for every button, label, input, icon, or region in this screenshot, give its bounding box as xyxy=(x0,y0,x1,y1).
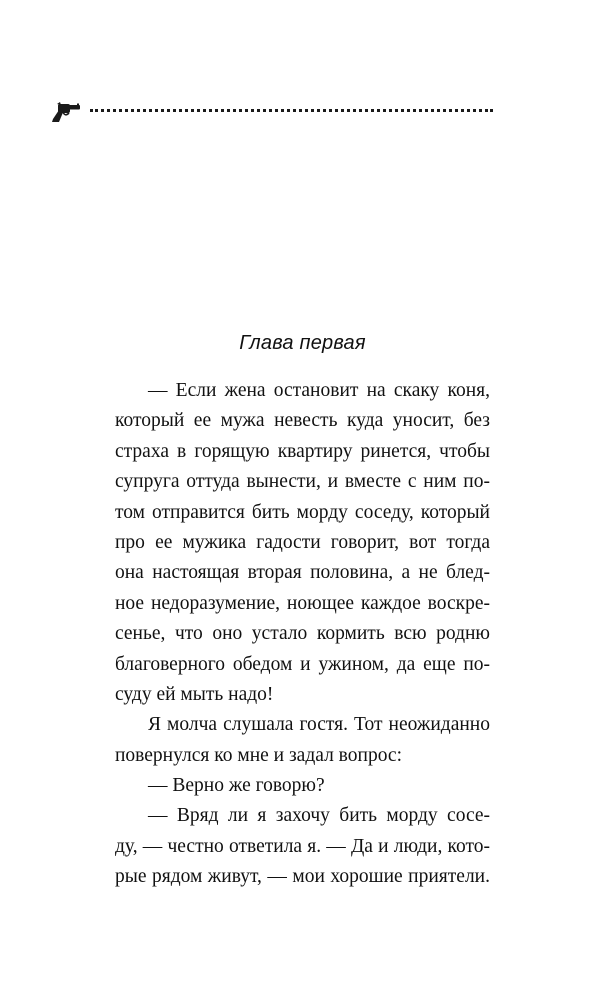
text-line: ное недоразумение, ноющее каждое воскре- xyxy=(115,592,490,614)
body-text xyxy=(115,376,490,893)
header-ornament xyxy=(50,100,495,124)
text-line: сенье, что оно устало кормить всю родню xyxy=(115,623,490,645)
revolver-icon xyxy=(50,100,82,124)
text-line: Я молча слушала гостя. Тот неожиданно xyxy=(148,714,490,736)
text-line: ду, — честно ответила я. — Да и люди, кото- xyxy=(115,835,490,857)
text-line: том отправится бить морду соседу, который xyxy=(115,501,490,523)
text-line: страха в горящую квартиру ринется, чтобы xyxy=(115,440,490,462)
chapter-title: Глава первая xyxy=(239,332,366,354)
text-line: она настоящая вторая половина, а не блед- xyxy=(115,562,490,584)
text-line: который ее мужа невесть куда уносит, без xyxy=(115,410,490,432)
text-line: — Верно же говорю? xyxy=(148,775,325,797)
text-line: повернулся ко мне и задал вопрос: xyxy=(115,744,402,766)
text-line: рые рядом живут, — мои хорошие приятели. xyxy=(115,866,490,888)
dotted-divider xyxy=(90,109,493,112)
text-line: про ее мужика гадости говорит, вот тогда xyxy=(115,531,490,553)
text-line: суду ей мыть надо! xyxy=(115,683,274,705)
text-line: супруга оттуда вынести, и вместе с ним по- xyxy=(115,471,490,493)
text-line: — Вряд ли я захочу бить морду сосе- xyxy=(148,805,490,827)
text-line: благоверного обедом и ужином, да еще по- xyxy=(115,653,490,675)
text-line: — Если жена остановит на скаку коня, xyxy=(148,380,490,401)
